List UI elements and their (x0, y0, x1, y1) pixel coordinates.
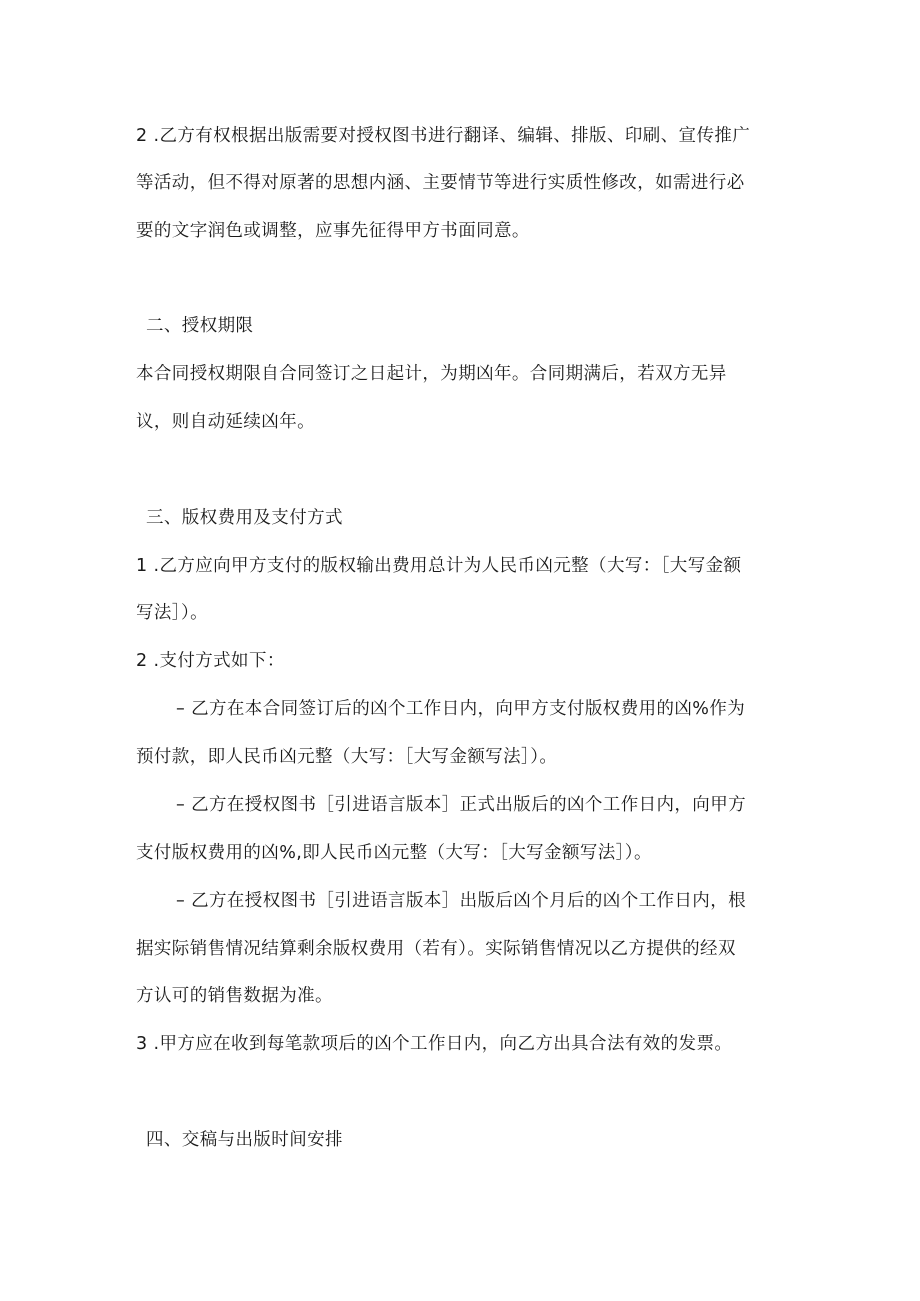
section-3-clause-2-label: 2 .支付方式如下： (136, 651, 285, 671)
payment-item-1-line-2: 预付款，即人民币凶元整（大写：［大写金额写法］）。 (136, 747, 558, 767)
payment-item-1-line-1: – 乙方在本合同签订后的凶个工作日内，向甲方支付版权费用的凶%作为 (176, 699, 746, 719)
clause-2-2-line-2: 等活动，但不得对原著的思想内涵、主要情节等进行实质性修改，如需进行必 (136, 173, 745, 193)
section-2-body-line-1: 本合同授权期限自合同签订之日起计，为期凶年。合同期满后，若双方无异 (136, 364, 727, 384)
section-2-body-line-2: 议，则自动延续凶年。 (136, 412, 315, 432)
payment-item-3-line-1: – 乙方在授权图书［引进语言版本］出版后凶个月后的凶个工作日内，根 (176, 891, 747, 911)
section-3-clause-1-line-2: 写法］）。 (136, 603, 208, 623)
payment-item-3-line-2: 据实际销售情况结算剩余版权费用（若有）。实际销售情况以乙方提供的经双 (136, 939, 736, 959)
section-3-clause-3: 3 .甲方应在收到每笔款项后的凶个工作日内，向乙方出具合法有效的发票。 (136, 1034, 733, 1054)
payment-item-2-line-1: – 乙方在授权图书［引进语言版本］正式出版后的凶个工作日内，向甲方 (176, 795, 747, 815)
section-3-heading: 三、版权费用及支付方式 (146, 508, 343, 528)
section-3-clause-1-line-1: 1 .乙方应向甲方支付的版权输出费用总计为人民币凶元整（大写：［大写金额 (136, 556, 742, 576)
section-4-heading: 四、交稿与出版时间安排 (146, 1130, 343, 1150)
clause-2-2-line-1: 2 .乙方有权根据出版需要对授权图书进行翻译、编辑、排版、印刷、宣传推广 (136, 126, 751, 146)
payment-item-3-line-3: 方认可的销售数据为准。 (136, 986, 333, 1006)
clause-2-2-line-3: 要的文字润色或调整，应事先征得甲方书面同意。 (136, 221, 530, 241)
payment-item-2-line-2: 支付版权费用的凶%,即人民币凶元整（大写：［大写金额写法］）。 (136, 843, 652, 863)
section-2-heading: 二、授权期限 (146, 316, 254, 336)
